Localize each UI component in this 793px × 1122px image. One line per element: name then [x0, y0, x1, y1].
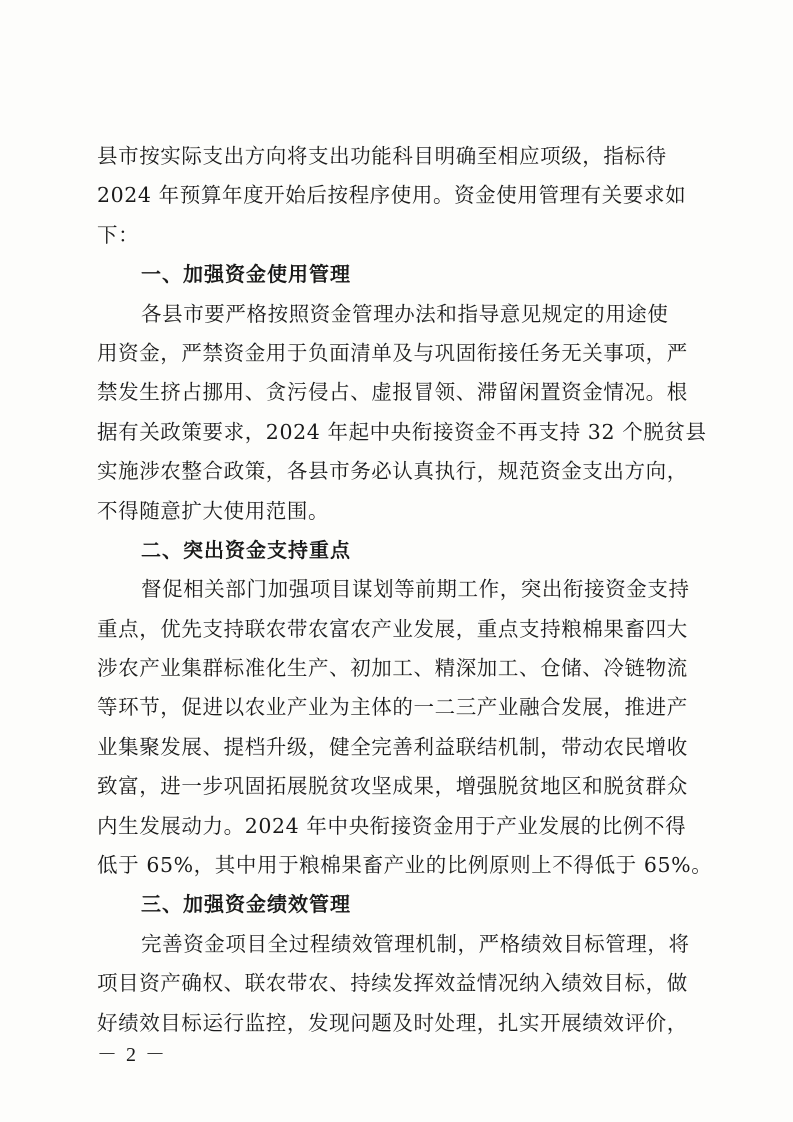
- section-heading: 一、加强资金使用管理: [141, 262, 351, 287]
- text-line: 禁发生挤占挪用、贪污侵占、虚报冒领、滞留闲置资金情况。根: [97, 380, 688, 405]
- text-line: 督促相关部门加强项目谋划等前期工作，突出衔接资金支持: [141, 577, 690, 602]
- text-line: 低于 65%，其中用于粮棉果畜产业的比例原则上不得低于 65%。: [97, 853, 713, 878]
- text-line: 涉农产业集群标准化生产、初加工、精深加工、仓储、冷链物流: [97, 656, 688, 681]
- text-line: 好绩效目标运行监控，发现问题及时处理，扎实开展绩效评价，: [97, 1010, 688, 1035]
- text-line: 等环节，促进以农业产业为主体的一二三产业融合发展，推进产: [97, 695, 688, 720]
- text-line: 重点，优先支持联农带农富农产业发展，重点支持粮棉果畜四大: [97, 616, 688, 641]
- text-line: 据有关政策要求，2024 年起中央衔接资金不再支持 32 个脱贫县: [97, 419, 707, 444]
- text-line: 2024 年预算年度开始后按程序使用。资金使用管理有关要求如: [97, 183, 687, 208]
- text-line: 业集聚发展、提档升级，健全完善利益联结机制，带动农民增收: [97, 734, 688, 759]
- text-line: 完善资金项目全过程绩效管理机制，严格绩效目标管理，将: [141, 931, 690, 956]
- text-line: 实施涉农整合政策，各县市务必认真执行，规范资金支出方向，: [97, 459, 688, 484]
- section-heading: 三、加强资金绩效管理: [141, 892, 351, 917]
- text-line: 项目资产确权、联农带农、持续发挥效益情况纳入绩效目标，做: [97, 971, 688, 996]
- document-body: [97, 137, 713, 1043]
- text-line: 县市按实际支出方向将支出功能科目明确至相应项级，指标待: [97, 144, 667, 168]
- text-line: 用资金，严禁资金用于负面清单及与巩固衔接任务无关事项，严: [97, 340, 688, 365]
- text-line: 不得随意扩大使用范围。: [97, 498, 330, 523]
- section-heading: 二、突出资金支持重点: [141, 537, 351, 562]
- text-line: 内生发展动力。2024 年中央衔接资金用于产业发展的比例不得: [97, 813, 687, 838]
- page-number: － 2 －: [97, 1044, 167, 1066]
- text-line: 各县市要严格按照资金管理办法和指导意见规定的用途使: [141, 301, 669, 326]
- text-line: 下：: [97, 222, 140, 247]
- text-line: 致富，进一步巩固拓展脱贫攻坚成果，增强脱贫地区和脱贫群众: [97, 774, 688, 799]
